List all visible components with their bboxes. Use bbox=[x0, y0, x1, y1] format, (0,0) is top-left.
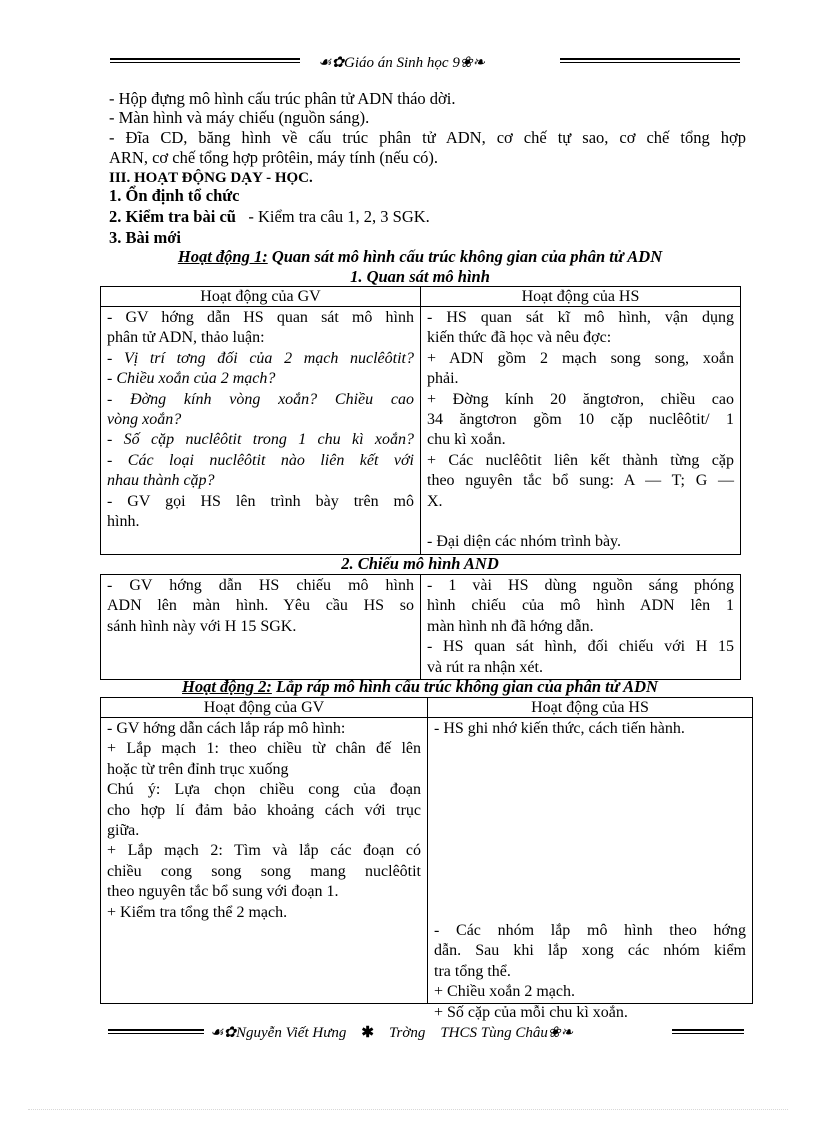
hs-line: dẫn. Sau khi lắp xong các nhóm kiểm bbox=[434, 942, 746, 960]
hs-line: - Đại diện các nhóm trình bày. bbox=[427, 533, 622, 551]
step-1 bbox=[109, 186, 746, 206]
gv-line: chiều cong song song mang nuclêôtit bbox=[107, 862, 421, 880]
activity-1-table bbox=[100, 286, 741, 555]
activity-2-heading bbox=[100, 677, 740, 697]
hs-line: - 1 vài HS dùng nguồn sáng phóng bbox=[427, 577, 734, 594]
hs-line: + ADN gồm 2 mạch song song, xoắn bbox=[427, 349, 734, 367]
col-hs-header: Hoạt động của HS bbox=[421, 287, 741, 307]
gv-line: cho hợp lí đảm bảo khoảng cách với trục bbox=[107, 801, 421, 819]
gv-question: - Số cặp nuclêôtit trong 1 chu kì xoắn? bbox=[107, 431, 414, 449]
gv-question: - Chiều xoắn của 2 mạch? bbox=[107, 370, 276, 388]
step-2-text: - Kiểm tra câu 1, 2, 3 SGK. bbox=[248, 207, 430, 226]
gv-line: + Lắp mạch 2: Tìm và lắp các đoạn có bbox=[107, 842, 421, 860]
hs-line: - HS quan sát kĩ mô hình, vận dụng bbox=[427, 309, 734, 326]
activity-1-heading bbox=[100, 247, 740, 267]
header-rule-left bbox=[110, 58, 300, 63]
table2-hs-cell bbox=[421, 575, 741, 680]
hs-line: - Các nhóm lắp mô hình theo hớng bbox=[434, 922, 746, 939]
hs-line: + Số cặp của mỗi chu kì xoắn. bbox=[434, 1003, 628, 1021]
table1-hs-cell bbox=[421, 307, 741, 555]
page-footer bbox=[210, 1023, 573, 1042]
footer-rule-left bbox=[108, 1029, 204, 1034]
gv-line: + Lắp mạch 1: theo chiều từ chân đế lên bbox=[107, 740, 421, 758]
col-gv-header: Hoạt động của GV bbox=[101, 698, 428, 718]
gv-line: - GV hớng dẫn HS chiếu mô hình bbox=[107, 577, 414, 594]
gv-line: Chú ý: Lựa chọn chiều cong của đoạn bbox=[107, 781, 421, 799]
activity-1b-table bbox=[100, 574, 741, 680]
footer-school-label: Trờng bbox=[388, 1025, 426, 1041]
table3-hs-cell bbox=[428, 718, 753, 1021]
gv-question: - Đờng kính vòng xoắn? Chiều cao bbox=[107, 390, 414, 408]
activity-1-title: Quan sát mô hình cấu trúc không gian của phân tử ADN bbox=[271, 247, 663, 266]
hs-line: và rút ra nhận xét. bbox=[427, 658, 543, 676]
hs-line: + Đờng kính 20 ăngtơron, chiều cao bbox=[427, 390, 734, 408]
gv-question: - Các loại nuclêôtit nào liên kết với bbox=[107, 451, 414, 469]
gv-line: sánh hình này với H 15 SGK. bbox=[107, 617, 297, 635]
hs-line: phải. bbox=[427, 370, 459, 388]
gv-question: nhau thành cặp? bbox=[107, 472, 215, 490]
col-hs-header: Hoạt động của HS bbox=[428, 698, 753, 718]
footer-ornament-left: ☙✿ bbox=[210, 1025, 237, 1041]
step-2 bbox=[109, 207, 746, 227]
footer-rule-right bbox=[672, 1029, 744, 1034]
gv-line: - GV hớng dẫn HS quan sát mô hình bbox=[107, 309, 414, 326]
gv-line: + Kiểm tra tổng thể 2 mạch. bbox=[107, 903, 288, 921]
hs-line: theo nguyên tắc bổ sung: A — T; G — bbox=[427, 472, 734, 490]
footer-school: THCS Tùng Châu bbox=[440, 1025, 548, 1041]
hs-line: - HS ghi nhớ kiến thức, cách tiến hành. bbox=[434, 720, 685, 737]
subheading-2: 2. Chiếu mô hình AND bbox=[341, 554, 499, 573]
intro-line: - Hộp đựng mô hình cấu trúc phân tử ADN tháo dời. bbox=[109, 89, 456, 108]
gv-line: ADN lên màn hình. Yêu cầu HS so bbox=[107, 597, 414, 615]
intro-line: - Màn hình và máy chiếu (nguồn sáng). bbox=[109, 108, 370, 127]
hs-line: 34 ăngtơron gồm 10 cặp nuclêôtit/ 1 bbox=[427, 411, 734, 429]
footer-ornament-right: ❀❧ bbox=[547, 1025, 574, 1041]
header-rule-right bbox=[560, 58, 740, 63]
activity-2-table bbox=[100, 697, 753, 1021]
intro-line: ARN, cơ chế tổng hợp prôtêin, máy tính (nếu có). bbox=[109, 148, 439, 167]
gv-line: theo nguyên tắc bổ sung với đoạn 1. bbox=[107, 883, 339, 901]
header-ornament-left: ☙✿ bbox=[318, 55, 345, 71]
footer-author: Nguyễn Viết Hưng bbox=[236, 1025, 347, 1041]
header-title: Giáo án Sinh học 9 bbox=[344, 55, 460, 71]
star-icon: ✱ bbox=[361, 1025, 374, 1041]
table2-gv-cell bbox=[101, 575, 421, 680]
hs-line: - HS quan sát hình, đối chiếu với H 15 bbox=[427, 638, 734, 656]
hs-line: + Các nuclêôtit liên kết thành từng cặp bbox=[427, 451, 734, 469]
table1-gv-cell bbox=[101, 307, 421, 555]
subheading-1: 1. Quan sát mô hình bbox=[350, 267, 490, 286]
gv-question: vòng xoắn? bbox=[107, 411, 182, 429]
gv-line: giữa. bbox=[107, 822, 140, 840]
hs-line: hình chiếu của mô hình ADN lên 1 bbox=[427, 597, 734, 615]
table3-gv-cell bbox=[101, 718, 428, 1004]
gv-line: hình. bbox=[107, 513, 140, 531]
intro-line: - Đĩa CD, băng hình về cấu trúc phân tử ADN, cơ chế tự sao, cơ chế tổng hợp bbox=[109, 128, 746, 147]
step-3 bbox=[109, 228, 746, 248]
activity-1-label: Hoạt động 1: bbox=[177, 247, 268, 266]
hs-line: chu kì xoắn. bbox=[427, 431, 506, 449]
gv-line: phân tử ADN, thảo luận: bbox=[107, 329, 265, 347]
hs-line-spacer bbox=[427, 512, 734, 532]
col-gv-header: Hoạt động của GV bbox=[101, 287, 421, 307]
step-2-label: 2. Kiểm tra bài cũ bbox=[109, 207, 236, 226]
step-3-label: 3. Bài mới bbox=[109, 228, 181, 247]
gv-question: - Vị trí tơng đối của 2 mạch nuclêôtit? bbox=[107, 349, 414, 367]
activity-2-label: Hoạt động 2: bbox=[182, 677, 272, 696]
hs-line: + Chiều xoắn 2 mạch. bbox=[434, 983, 575, 1001]
step-1-label: 1. Ổn định tổ chức bbox=[109, 186, 240, 205]
gv-line: - GV gọi HS lên trình bày trên mô bbox=[107, 492, 414, 510]
header-ornament-right: ❀❧ bbox=[459, 55, 485, 71]
hs-line: kiến thức đã học và nêu đợc: bbox=[427, 329, 612, 347]
page-header bbox=[318, 53, 485, 72]
hs-bottom-block bbox=[434, 921, 746, 1023]
gv-line: hoặc từ trên đỉnh trục xuống bbox=[107, 760, 289, 778]
hs-line: X. bbox=[427, 492, 443, 510]
activity-2-title: Lắp ráp mô hình cấu trúc không gian của phân tử ADN bbox=[275, 677, 658, 696]
hs-line: tra tổng thể. bbox=[434, 962, 511, 980]
hs-line: màn hình nh đã hớng dẫn. bbox=[427, 617, 594, 635]
gv-line: - GV hớng dẫn cách lắp ráp mô hình: bbox=[107, 720, 346, 737]
section-heading: III. HOẠT ĐỘNG DẠY - HỌC. bbox=[109, 170, 313, 186]
page-bottom-dotted-line bbox=[28, 1109, 788, 1110]
